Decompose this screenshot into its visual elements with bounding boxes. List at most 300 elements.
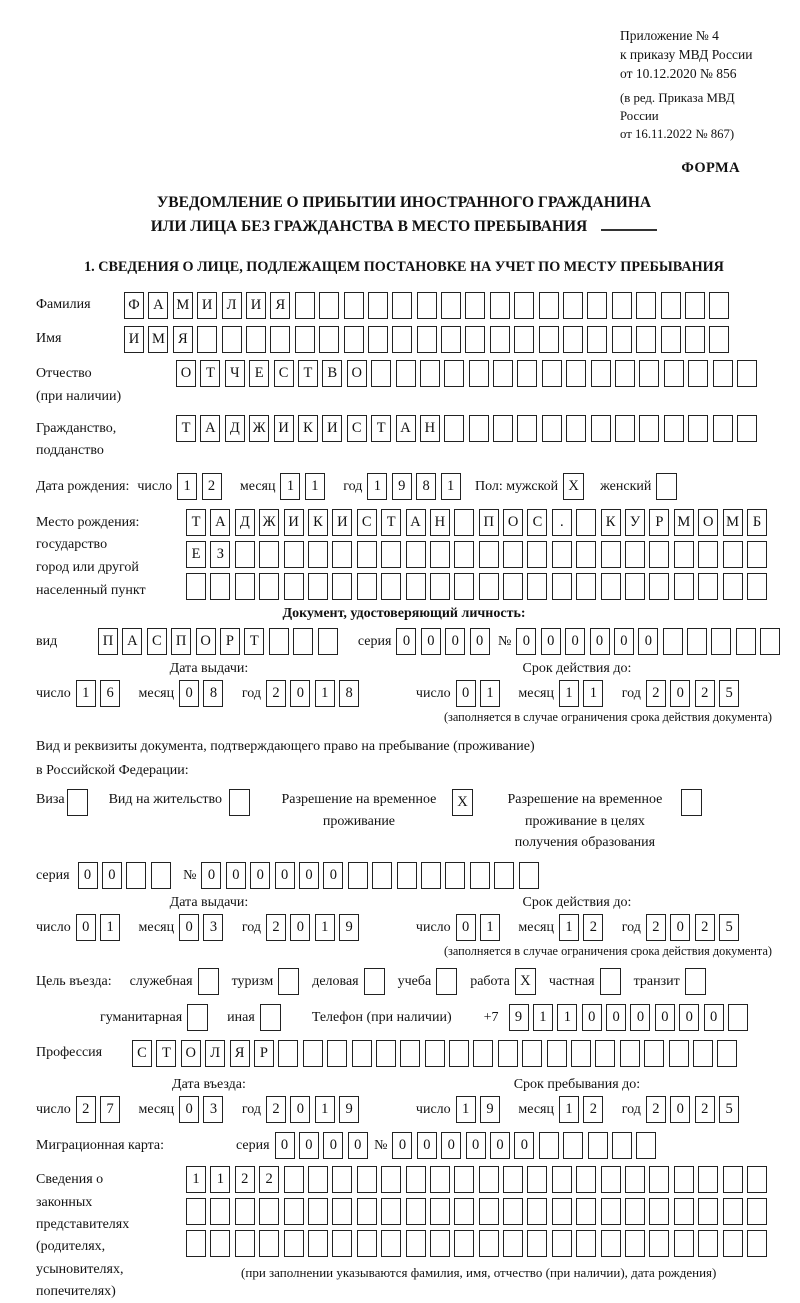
char-cell	[490, 292, 510, 319]
surname-cells	[124, 292, 734, 319]
regulation-amendment-line: от 16.11.2022 № 867)	[620, 127, 735, 142]
char-cell	[465, 326, 485, 353]
surname-label: Фамилия	[36, 297, 91, 313]
char-cell	[576, 1166, 596, 1193]
char-cell: 0	[670, 1096, 690, 1123]
char-cell: 9	[392, 473, 412, 500]
char-cell	[517, 415, 537, 442]
char-cell	[454, 573, 474, 600]
char-cell	[664, 415, 684, 442]
char-cell	[372, 862, 392, 889]
char-cell	[246, 326, 266, 353]
char-cell	[430, 573, 450, 600]
char-cell: Т	[176, 415, 196, 442]
residence-valid-label: Срок действия до:	[522, 895, 632, 911]
char-cell	[493, 415, 513, 442]
residence-issued-year	[266, 905, 364, 936]
residence-issue-label: Дата выдачи:	[169, 895, 249, 911]
char-cell	[576, 509, 596, 536]
residence-series-row	[36, 862, 772, 889]
char-cell: Е	[249, 360, 269, 387]
char-cell	[674, 1230, 694, 1257]
char-cell	[269, 628, 289, 655]
purpose-business: деловая	[312, 968, 384, 995]
residence-valid-year	[646, 905, 744, 936]
char-cell	[259, 573, 279, 600]
char-cell	[417, 326, 437, 353]
char-cell	[186, 1230, 206, 1257]
char-cell: 0	[250, 862, 270, 889]
char-cell	[430, 541, 450, 568]
regulation-line: к приказу МВД России	[620, 47, 753, 63]
char-cell: С	[132, 1040, 152, 1067]
char-cell	[417, 292, 437, 319]
char-cell: 0	[445, 628, 465, 655]
char-cell	[332, 1198, 352, 1225]
residence-options	[36, 789, 772, 854]
purpose-business-checkbox	[364, 968, 385, 995]
identity-kind-cells	[98, 628, 342, 655]
char-cell: 1	[456, 1096, 476, 1123]
residence-number-cells	[201, 862, 542, 889]
char-cell	[479, 541, 499, 568]
stay-month	[559, 1087, 608, 1118]
char-cell	[639, 415, 659, 442]
char-cell	[591, 415, 611, 442]
char-cell	[303, 1040, 323, 1067]
char-cell	[649, 573, 669, 600]
char-cell	[332, 573, 352, 600]
char-cell: 5	[719, 680, 739, 707]
char-cell	[430, 1230, 450, 1257]
char-cell	[235, 1230, 255, 1257]
char-cell	[284, 573, 304, 600]
char-cell	[711, 628, 731, 655]
char-cell: К	[298, 415, 318, 442]
char-cell	[747, 1198, 767, 1225]
char-cell	[503, 1198, 523, 1225]
char-cell: 1	[76, 680, 96, 707]
char-cell	[566, 415, 586, 442]
birthdate-label: Дата рождения:	[36, 478, 130, 494]
char-cell: 1	[315, 680, 335, 707]
char-cell: А	[148, 292, 168, 319]
char-cell: 2	[202, 473, 222, 500]
entry-day	[76, 1087, 125, 1118]
char-cell	[514, 292, 534, 319]
char-cell	[396, 360, 416, 387]
char-cell: 0	[541, 628, 561, 655]
purpose-work: работа X	[470, 968, 536, 995]
char-cell	[587, 326, 607, 353]
char-cell: 8	[416, 473, 436, 500]
char-cell	[674, 1166, 694, 1193]
phone-label: Телефон (при наличии)	[311, 1009, 452, 1025]
char-cell	[259, 541, 279, 568]
patronymic-cells	[176, 360, 761, 387]
char-cell: И	[322, 415, 342, 442]
char-cell	[636, 292, 656, 319]
char-cell: И	[274, 415, 294, 442]
char-cell: 0	[348, 1132, 368, 1159]
char-cell	[445, 862, 465, 889]
char-cell: Т	[244, 628, 264, 655]
char-cell: З	[210, 541, 230, 568]
option-visa: Виза	[36, 789, 88, 816]
birthplace-line1-cells	[186, 509, 771, 536]
sex-male-checkbox: X	[563, 473, 584, 500]
char-cell	[595, 1040, 615, 1067]
char-cell	[381, 1198, 401, 1225]
char-cell: Р	[254, 1040, 274, 1067]
char-cell: П	[98, 628, 118, 655]
identity-number-label: №	[498, 634, 512, 650]
char-cell	[406, 1198, 426, 1225]
identity-valid-label: Срок действия до:	[522, 661, 632, 677]
char-cell: М	[148, 326, 168, 353]
char-cell: 2	[646, 1096, 666, 1123]
migration-number-label: №	[374, 1138, 388, 1154]
char-cell	[449, 1040, 469, 1067]
char-cell	[669, 1040, 689, 1067]
residence-valid-month	[559, 905, 608, 936]
purpose-private-checkbox	[600, 968, 621, 995]
char-cell: С	[274, 360, 294, 387]
char-cell: 1	[583, 680, 603, 707]
birthplace-cells-col	[186, 509, 771, 600]
char-cell	[514, 326, 534, 353]
char-cell	[441, 326, 461, 353]
char-cell	[522, 1040, 542, 1067]
purpose-humanitarian-checkbox	[187, 1004, 208, 1031]
char-cell: 3	[203, 1096, 223, 1123]
char-cell	[698, 541, 718, 568]
char-cell	[723, 1166, 743, 1193]
char-cell	[344, 292, 364, 319]
char-cell: 0	[655, 1004, 675, 1031]
char-cell	[498, 1040, 518, 1067]
char-cell	[698, 1166, 718, 1193]
title-line-2: ИЛИ ЛИЦА БЕЗ ГРАЖДАНСТВА В МЕСТО ПРЕБЫВАНИЯ	[36, 215, 772, 239]
purpose-transit-checkbox	[685, 968, 706, 995]
char-cell: 1	[559, 1096, 579, 1123]
char-cell: Ж	[249, 415, 269, 442]
char-cell: 0	[417, 1132, 437, 1159]
char-cell	[717, 1040, 737, 1067]
char-cell: 1	[557, 1004, 577, 1031]
section1-heading: 1. СВЕДЕНИЯ О ЛИЦЕ, ПОДЛЕЖАЩЕМ ПОСТАНОВКЕ НА УЧЕТ ПО МЕСТУ ПРЕБЫВАНИЯ	[84, 259, 724, 276]
char-cell: 8	[339, 680, 359, 707]
char-cell: О	[176, 360, 196, 387]
char-cell	[527, 573, 547, 600]
birthplace-line2-cells	[186, 541, 771, 568]
residence-permit-checkbox	[229, 789, 250, 816]
char-cell	[392, 326, 412, 353]
patronymic-label: Отчество (при наличии)	[36, 366, 122, 404]
char-cell: 0	[299, 862, 319, 889]
residence-intro: Вид и реквизиты документа, подтверждающего право на пребывание (проживание) в Российской Федерации:	[36, 739, 535, 779]
char-cell	[612, 1132, 632, 1159]
char-cell	[615, 415, 635, 442]
option-residence-permit: Вид на жительство	[109, 789, 250, 816]
char-cell	[259, 1198, 279, 1225]
char-cell	[723, 1230, 743, 1257]
char-cell	[332, 1230, 352, 1257]
char-cell	[397, 862, 417, 889]
char-cell: О	[181, 1040, 201, 1067]
birthplace-block	[36, 509, 772, 603]
char-cell: Е	[186, 541, 206, 568]
purpose-official-checkbox	[198, 968, 219, 995]
char-cell	[760, 628, 780, 655]
char-cell	[576, 573, 596, 600]
char-cell: Ч	[225, 360, 245, 387]
identity-doc-row	[36, 628, 772, 655]
char-cell	[430, 1166, 450, 1193]
char-cell	[576, 1198, 596, 1225]
char-cell: А	[396, 415, 416, 442]
char-cell	[517, 360, 537, 387]
char-cell: 0	[179, 914, 199, 941]
residence-series-cells	[78, 862, 176, 889]
char-cell	[479, 1230, 499, 1257]
char-cell	[308, 1230, 328, 1257]
char-cell	[406, 1230, 426, 1257]
purpose-row-1	[36, 968, 772, 995]
char-cell	[210, 1230, 230, 1257]
char-cell	[539, 292, 559, 319]
birthplace-line3-cells	[186, 573, 771, 600]
char-cell	[552, 1166, 572, 1193]
char-cell: 5	[719, 914, 739, 941]
char-cell: 0	[392, 1132, 412, 1159]
char-cell: 3	[203, 914, 223, 941]
char-cell	[308, 541, 328, 568]
char-cell: 1	[559, 914, 579, 941]
char-cell	[552, 1198, 572, 1225]
stay-year	[646, 1087, 744, 1118]
char-cell: Н	[430, 509, 450, 536]
char-cell	[420, 360, 440, 387]
char-cell: 0	[290, 1096, 310, 1123]
char-cell	[571, 1040, 591, 1067]
char-cell	[210, 1198, 230, 1225]
char-cell: 1	[480, 914, 500, 941]
birth-month-cells	[280, 477, 329, 494]
char-cell: 5	[719, 1096, 739, 1123]
surname-row	[36, 292, 772, 319]
representatives-line1-cells	[186, 1166, 771, 1193]
char-cell: 0	[470, 628, 490, 655]
char-cell: 0	[179, 1096, 199, 1123]
char-cell	[601, 1166, 621, 1193]
char-cell: А	[122, 628, 142, 655]
entry-year	[266, 1087, 364, 1118]
char-cell	[319, 326, 339, 353]
residence-valid-day	[456, 905, 505, 936]
char-cell	[406, 573, 426, 600]
char-cell: А	[200, 415, 220, 442]
char-cell: Я	[173, 326, 193, 353]
char-cell: С	[357, 509, 377, 536]
char-cell	[270, 326, 290, 353]
identity-kind-label: вид	[36, 634, 58, 650]
char-cell: .	[552, 509, 572, 536]
identity-valid-year	[646, 671, 744, 702]
char-cell: 2	[266, 1096, 286, 1123]
char-cell	[625, 1230, 645, 1257]
char-cell	[308, 1166, 328, 1193]
char-cell	[747, 573, 767, 600]
char-cell: 0	[290, 680, 310, 707]
char-cell	[713, 415, 733, 442]
char-cell	[713, 360, 733, 387]
char-cell: 1	[315, 914, 335, 941]
char-cell: 0	[490, 1132, 510, 1159]
char-cell: 0	[582, 1004, 602, 1031]
char-cell	[636, 1132, 656, 1159]
char-cell	[728, 1004, 748, 1031]
char-cell: 2	[583, 1096, 603, 1123]
char-cell	[503, 541, 523, 568]
purpose-transit: транзит	[634, 968, 706, 995]
char-cell	[747, 1166, 767, 1193]
char-cell: В	[322, 360, 342, 387]
char-cell	[278, 1040, 298, 1067]
char-cell	[552, 573, 572, 600]
char-cell	[454, 1198, 474, 1225]
char-cell	[493, 360, 513, 387]
char-cell	[454, 1166, 474, 1193]
char-cell	[687, 628, 707, 655]
char-cell: Л	[222, 292, 242, 319]
char-cell: 1	[186, 1166, 206, 1193]
purpose-humanitarian: гуманитарная	[100, 1004, 208, 1031]
page-title	[36, 191, 772, 239]
identity-issued-year	[266, 671, 364, 702]
char-cell	[547, 1040, 567, 1067]
char-cell	[371, 360, 391, 387]
entry-date-label: Дата въезда:	[172, 1077, 246, 1093]
char-cell	[747, 1230, 767, 1257]
char-cell	[357, 1230, 377, 1257]
regulation-amendment-line: (в ред. Приказа МВД России	[620, 91, 735, 124]
identity-valid-day	[456, 671, 505, 702]
char-cell	[552, 541, 572, 568]
char-cell: 0	[456, 914, 476, 941]
char-cell	[698, 1198, 718, 1225]
char-cell: К	[308, 509, 328, 536]
char-cell: Д	[235, 509, 255, 536]
char-cell	[406, 541, 426, 568]
char-cell	[400, 1040, 420, 1067]
char-cell	[503, 1230, 523, 1257]
char-cell	[327, 1040, 347, 1067]
char-cell: 0	[704, 1004, 724, 1031]
identity-issue-label: Дата выдачи:	[169, 661, 249, 677]
purpose-other-checkbox	[260, 1004, 281, 1031]
char-cell: 0	[590, 628, 610, 655]
char-cell	[644, 1040, 664, 1067]
temp-residence-education-checkbox	[681, 789, 702, 816]
stay-until-label: Срок пребывания до:	[513, 1077, 641, 1093]
option-temp-residence-education: Разрешение на временное проживание в целях получения образования	[496, 789, 702, 854]
char-cell: С	[347, 415, 367, 442]
char-cell: М	[723, 509, 743, 536]
char-cell	[352, 1040, 372, 1067]
char-cell: А	[406, 509, 426, 536]
char-cell	[454, 1230, 474, 1257]
representatives-block	[36, 1166, 772, 1303]
char-cell: М	[674, 509, 694, 536]
char-cell: 2	[646, 680, 666, 707]
char-cell: С	[147, 628, 167, 655]
char-cell	[357, 541, 377, 568]
residence-dates: Дата выдачи: число 0 1 месяц 0 3 год 2 0 1 9 Срок действия до: число 0 1 месяц 1 2 год 2 0 2 5 (заполняется в случае ограничения срока действия документа)	[36, 895, 772, 959]
char-cell: 0	[290, 914, 310, 941]
char-cell	[308, 1198, 328, 1225]
char-cell: 0	[179, 680, 199, 707]
char-cell: Р	[649, 509, 669, 536]
char-cell: О	[503, 509, 523, 536]
representatives-line3-cells	[186, 1230, 771, 1257]
profession-label: Профессия	[36, 1045, 103, 1061]
char-cell: 0	[679, 1004, 699, 1031]
char-cell	[601, 541, 621, 568]
char-cell: С	[527, 509, 547, 536]
char-cell: Т	[371, 415, 391, 442]
char-cell	[421, 862, 441, 889]
citizenship-cells	[176, 415, 761, 442]
identity-doc-heading: Документ, удостоверяющий личность:	[282, 606, 526, 622]
char-cell	[197, 326, 217, 353]
char-cell	[222, 326, 242, 353]
char-cell: 0	[441, 1132, 461, 1159]
char-cell: 1	[177, 473, 197, 500]
char-cell	[344, 326, 364, 353]
form-word: ФОРМА	[681, 160, 740, 177]
char-cell: 2	[695, 914, 715, 941]
char-cell	[357, 1166, 377, 1193]
char-cell: Р	[220, 628, 240, 655]
char-cell	[566, 360, 586, 387]
char-cell	[381, 1230, 401, 1257]
char-cell: 0	[299, 1132, 319, 1159]
sex-male-label: Пол: мужской	[474, 478, 559, 494]
migration-series-cells	[275, 1132, 373, 1159]
purpose-label: Цель въезда:	[36, 973, 112, 989]
char-cell	[674, 541, 694, 568]
char-cell	[357, 1198, 377, 1225]
char-cell	[661, 326, 681, 353]
char-cell	[639, 360, 659, 387]
char-cell	[625, 1166, 645, 1193]
char-cell: 9	[480, 1096, 500, 1123]
char-cell	[332, 541, 352, 568]
char-cell: О	[347, 360, 367, 387]
char-cell	[259, 1230, 279, 1257]
char-cell	[186, 1198, 206, 1225]
citizenship-row	[36, 415, 772, 463]
char-cell: Т	[200, 360, 220, 387]
char-cell	[235, 1198, 255, 1225]
char-cell: 2	[695, 680, 715, 707]
char-cell	[552, 1230, 572, 1257]
char-cell	[615, 360, 635, 387]
birth-month-label: месяц	[239, 478, 276, 494]
char-cell	[479, 573, 499, 600]
char-cell: 1	[210, 1166, 230, 1193]
